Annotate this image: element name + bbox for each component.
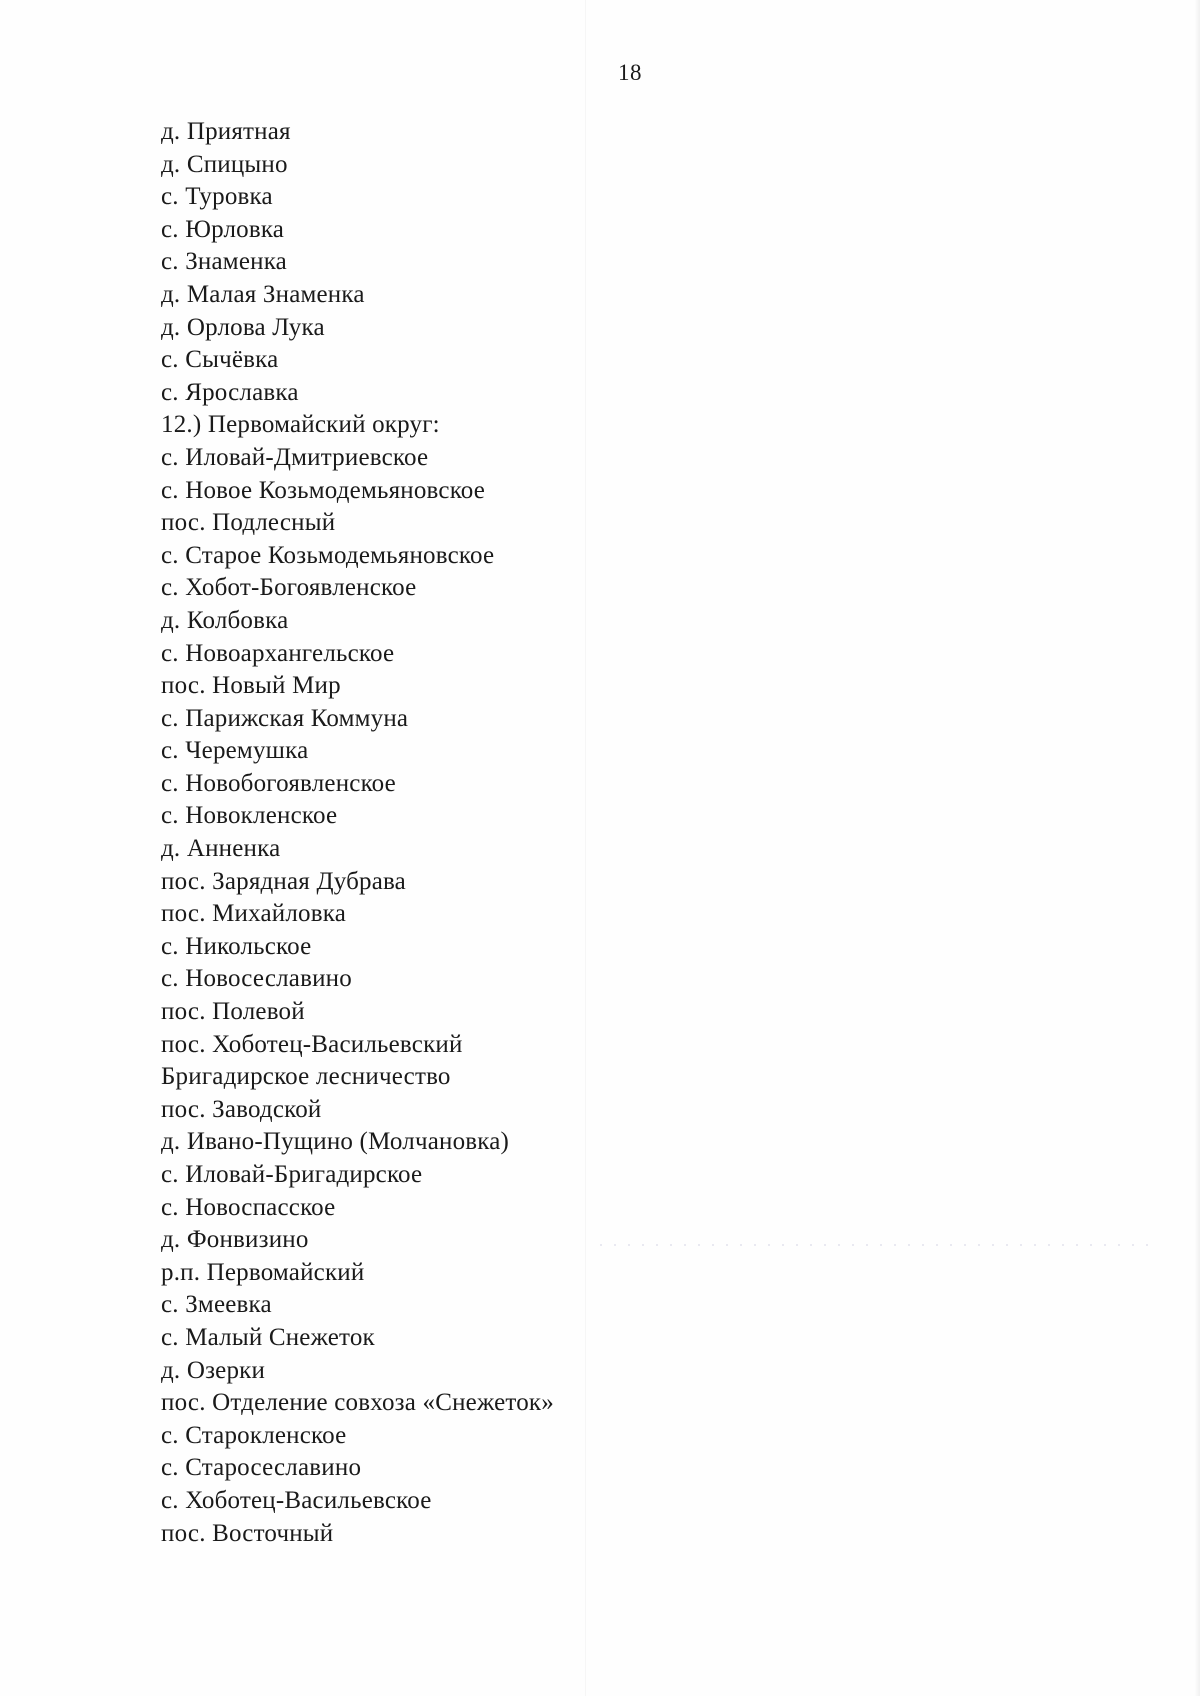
list-item: пос. Полевой xyxy=(161,998,305,1026)
list-item: Бригадирское лесничество xyxy=(161,1063,451,1091)
list-item: с. Никольское xyxy=(161,932,312,960)
scan-artifact xyxy=(600,1244,1160,1246)
list-item: с. Новокленское xyxy=(161,802,338,830)
list-item: 12.) Первомайский округ: xyxy=(161,411,440,439)
list-item: пос. Хоботец-Васильевский xyxy=(161,1030,463,1058)
list-item: пос. Отделение совхоза «Снежеток» xyxy=(161,1389,554,1417)
list-item: пос. Зарядная Дубрава xyxy=(161,867,406,895)
list-item: с. Малый Снежеток xyxy=(161,1323,375,1351)
list-item: д. Приятная xyxy=(161,118,291,145)
scan-fold-line xyxy=(585,0,586,1696)
list-item: р.п. Первомайский xyxy=(161,1258,365,1286)
list-item: д. Ивано-Пущино (Молчановка) xyxy=(161,1128,510,1156)
list-item: пос. Новый Мир xyxy=(161,672,341,700)
list-item: с. Новосеславино xyxy=(161,965,352,993)
list-item: д. Орлова Лука xyxy=(161,313,325,341)
list-item: с. Туровка xyxy=(161,183,273,211)
settlement-list xyxy=(161,116,554,1550)
list-item: с. Змеевка xyxy=(161,1291,272,1319)
list-item: д. Озерки xyxy=(161,1356,266,1384)
list-item: с. Парижская Коммуна xyxy=(161,704,409,732)
list-item: д. Малая Знаменка xyxy=(161,280,365,308)
list-item: с. Ярославка xyxy=(161,378,299,406)
list-item: с. Юрловка xyxy=(161,215,285,243)
list-item: с. Старое Козьмодемьяновское xyxy=(161,541,495,569)
list-item: с. Новобогоявленское xyxy=(161,769,396,797)
page-number: 18 xyxy=(618,60,642,85)
list-item: д. Анненка xyxy=(161,835,281,863)
list-item: с. Черемушка xyxy=(161,737,309,765)
list-item: с. Хоботец-Васильевское xyxy=(161,1486,432,1514)
list-item: с. Хобот-Богоявленское xyxy=(161,574,417,602)
list-item: д. Фонвизино xyxy=(161,1226,309,1254)
scan-edge-shadow xyxy=(1194,0,1200,1696)
list-item: с. Новоархангельское xyxy=(161,639,395,667)
list-item: с. Иловай-Дмитриевское xyxy=(161,443,429,471)
list-item: д. Спицыно xyxy=(161,150,288,178)
list-item: с. Знаменка xyxy=(161,248,287,276)
list-item: с. Старосеславино xyxy=(161,1454,362,1482)
list-item: с. Сычёвка xyxy=(161,346,279,374)
list-item: пос. Заводской xyxy=(161,1095,322,1123)
list-item: пос. Подлесный xyxy=(161,509,336,537)
list-item: пос. Михайловка xyxy=(161,900,346,928)
list-item: с. Старокленское xyxy=(161,1421,347,1449)
list-item: д. Колбовка xyxy=(161,606,289,634)
list-item: с. Новоспасское xyxy=(161,1193,336,1221)
list-item: с. Иловай-Бригадирское xyxy=(161,1161,423,1188)
list-item: пос. Восточный xyxy=(161,1519,334,1547)
list-item: с. Новое Козьмодемьяновское xyxy=(161,476,486,504)
